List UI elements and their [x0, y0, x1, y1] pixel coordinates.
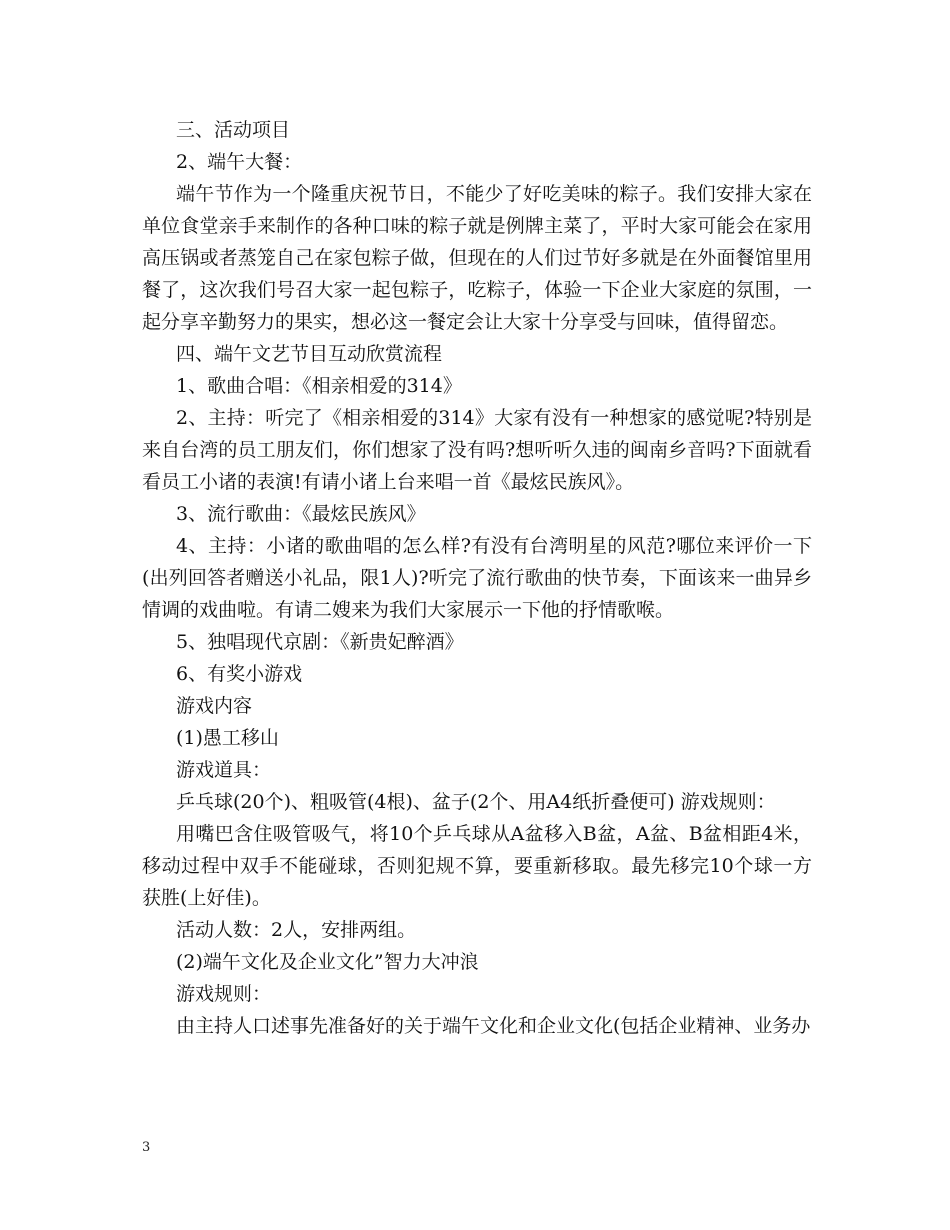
section-heading-activities: 三、活动项目	[176, 119, 291, 141]
page-number: 3	[142, 1140, 151, 1155]
game-2-rules-text: 由主持人口述事先准备好的关于端午文化和企业文化(包括企业精神、业务办	[176, 1015, 811, 1037]
game-1-props-list: 乒乓球(20个)、粗吸管(4根)、盆子(2个、用A4纸折叠便可) 游戏规则：	[176, 791, 776, 813]
subheading-dragon-boat-feast: 2、端午大餐：	[176, 151, 303, 173]
program-item-chorus: 1、歌曲合唱：《相亲相爱的314》	[176, 375, 462, 397]
game-1-title: (1)愚工移山	[176, 727, 279, 749]
game-1-participants: 活动人数：2人，安排两组。	[176, 919, 417, 941]
program-item-host-2: 4、主持：小诸的歌曲唱的怎么样?有没有台湾明星的风范?哪位来评价一下(出列回答者赠送小礼品，限1人)?听完了流行歌曲的快节奏，下面该来一曲异乡情调的戏曲啦。有请二嫂来为我们大家展示一下他的抒情歌喉。	[142, 535, 812, 621]
program-item-pop-song: 3、流行歌曲：《最炫民族风》	[176, 503, 426, 525]
section-heading-program-flow: 四、端午文艺节目互动欣赏流程	[176, 343, 443, 365]
program-item-opera-solo: 5、独唱现代京剧：《新贵妃醉酒》	[176, 631, 464, 653]
document-body	[142, 114, 812, 1042]
game-1-rules: 用嘴巴含住吸管吸气，将10个乒乓球从A盆移入B盆，A盆、B盆相距4米，移动过程中双手不能碰球，否则犯规不算，要重新移取。最先移完10个球一方获胜(上好佳)。	[142, 823, 812, 909]
games-content-label: 游戏内容	[176, 695, 253, 717]
game-2-rules-label: 游戏规则：	[176, 983, 272, 1005]
program-item-mini-games: 6、有奖小游戏	[176, 663, 303, 685]
paragraph-feast-description: 端午节作为一个隆重庆祝节日，不能少了好吃美味的粽子。我们安排大家在单位食堂亲手来制作的各种口味的粽子就是例牌主菜了，平时大家可能会在家用高压锅或者蒸笼自己在家包粽子做，但现在的人们过节好多就是在外面餐馆里用餐了，这次我们号召大家一起包粽子，吃粽子，体验一下企业大家庭的氛围，一起分享辛勤努力的果实，想必这一餐定会让大家十分享受与回味，值得留恋。	[142, 183, 812, 333]
program-item-host-1: 2、主持：听完了《相亲相爱的314》大家有没有一种想家的感觉呢?特别是来自台湾的员工朋友们，你们想家了没有吗?想听听久违的闽南乡音吗?下面就看看员工小诸的表演!有请小诸上台来唱一首《最炫民族风》。	[142, 407, 812, 493]
game-1-props-label: 游戏道具：	[176, 759, 272, 781]
game-2-title: (2)端午文化及企业文化”智力大冲浪	[176, 951, 479, 973]
